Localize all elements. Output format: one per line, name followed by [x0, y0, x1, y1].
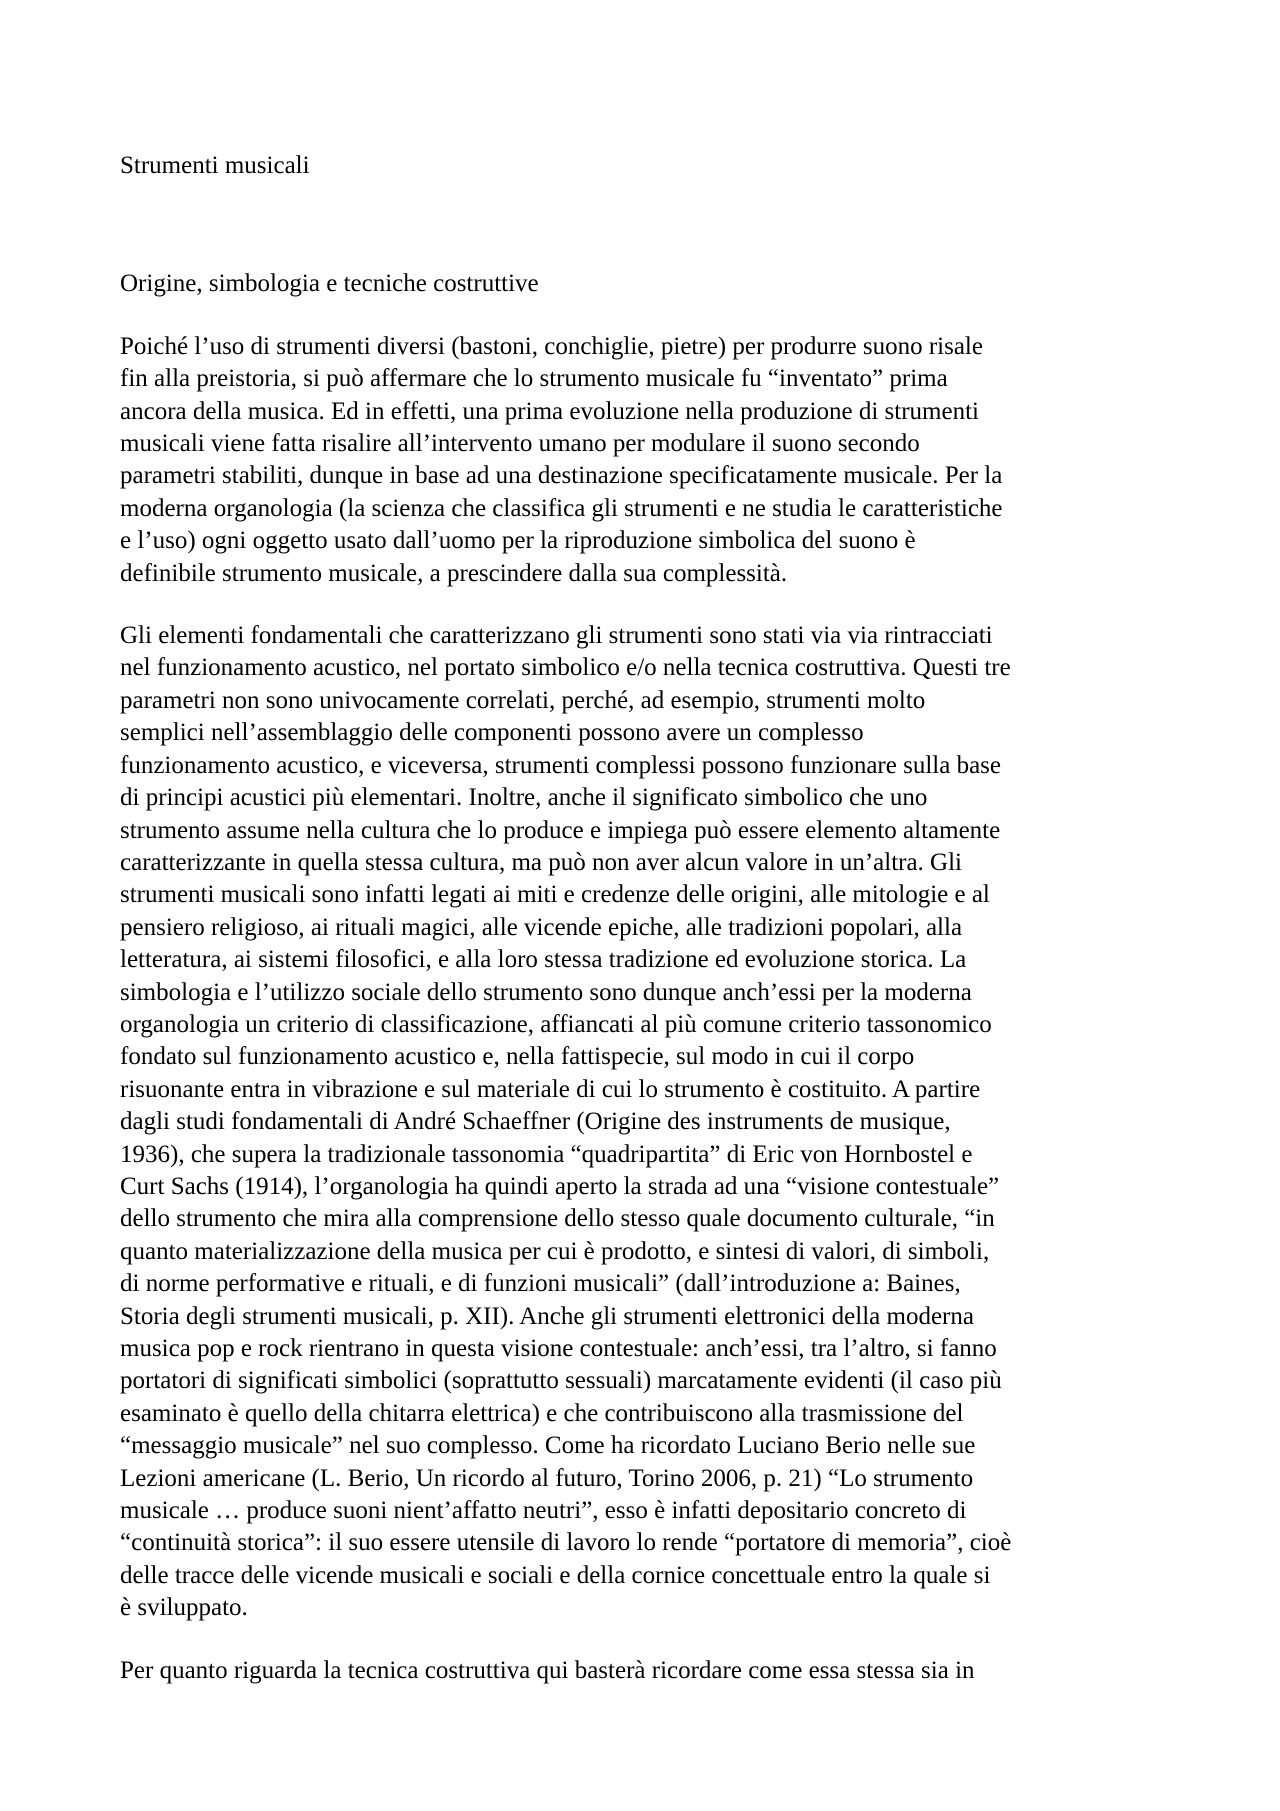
text-line: musica pop e rock rientrano in questa visione contestuale: anch’essi, tra l’altro, si fanno [120, 1335, 997, 1362]
text-line: definibile strumento musicale, a prescindere dalla sua complessità. [120, 559, 788, 587]
text-line: Curt Sachs (1914), l’organologia ha quindi aperto la strada ad una “visione contestuale” [120, 1172, 1000, 1200]
text-line: funzionamento acustico, e viceversa, strumenti complessi possono funzionare sulla base [120, 751, 1001, 779]
section-heading: Origine, simbologia e tecniche costruttive [120, 270, 539, 298]
text-line: parametri stabiliti, dunque in base ad una destinazione specificatamente musicale. Per la [120, 462, 1003, 490]
text-line: esaminato è quello della chitarra elettrica) e che contribuiscono alla trasmissione del [120, 1399, 964, 1427]
text-line: caratterizzante in quella stessa cultura, ma può non aver alcun valore in un’altra. Gli [120, 848, 963, 876]
paragraph [120, 1655, 1165, 1687]
paragraph [120, 620, 1165, 1625]
text-line: fin alla preistoria, si può affermare che lo strumento musicale fu “inventato” prima [120, 365, 948, 393]
text-line: “messaggio musicale” nel suo complesso. Come ha ricordato Luciano Berio nelle sue [120, 1432, 976, 1460]
text-line: pensiero religioso, ai rituali magici, alle vicende epiche, alle tradizioni popolari, alla [120, 913, 963, 941]
document-page [120, 150, 1165, 1687]
text-line: parametri non sono univocamente correlati, perché, ad esempio, strumenti molto [120, 686, 926, 714]
document-body [120, 331, 1165, 1687]
text-line: strumenti musicali sono infatti legati ai miti e credenze delle origini, alle mitologie e al [120, 881, 990, 909]
text-line: Gli elementi fondamentali che caratterizzano gli strumenti sono stati via via rintracciati [120, 622, 993, 650]
text-line: moderna organologia (la scienza che classifica gli strumenti e ne studia le caratteristiche [120, 494, 1003, 522]
text-line: quanto materializzazione della musica per cui è prodotto, e sintesi di valori, di simboli, [120, 1237, 990, 1265]
text-line: organologia un criterio di classificazione, affiancati al più comune criterio tassonomico [120, 1010, 992, 1038]
text-line: musicali viene fatta risalire all’intervento umano per modulare il suono secondo [120, 430, 920, 458]
text-line: Poiché l’uso di strumenti diversi (bastoni, conchiglie, pietre) per produrre suono risale [120, 332, 983, 360]
text-line: ancora della musica. Ed in effetti, una prima evoluzione nella produzione di strumenti [120, 397, 979, 425]
text-line: risuonante entra in vibrazione e sul materiale di cui lo strumento è costituito. A partire [120, 1075, 981, 1103]
text-line: dello strumento che mira alla comprensione dello stesso quale documento culturale, “in [120, 1205, 995, 1233]
text-line: è sviluppato. [120, 1594, 248, 1622]
text-line: “continuità storica”: il suo essere utensile di lavoro lo rende “portatore di memoria”, cioè [120, 1529, 1012, 1557]
text-line: Lezioni americane (L. Berio, Un ricordo al futuro, Torino 2006, p. 21) “Lo strumento [120, 1464, 974, 1492]
text-line: dagli studi fondamentali di André Schaeffner (Origine des instruments de musique, [120, 1108, 951, 1136]
text-line: di norme performative e rituali, e di funzioni musicali” (dall’introduzione a: Baines, [120, 1270, 961, 1298]
text-line: letteratura, ai sistemi filosofici, e alla loro stessa tradizione ed evoluzione storica. La [120, 946, 967, 974]
text-line: 1936), che supera la tradizionale tassonomia “quadripartita” di Eric von Hornbostel e [120, 1140, 973, 1168]
text-line: fondato sul funzionamento acustico e, nella fattispecie, sul modo in cui il corpo [120, 1043, 915, 1071]
text-line: simbologia e l’utilizzo sociale dello strumento sono dunque anch’essi per la moderna [120, 978, 972, 1006]
text-line: e l’uso) ogni oggetto usato dall’uomo per la riproduzione simbolica del suono è [120, 527, 916, 555]
text-line: delle tracce delle vicende musicali e sociali e della cornice concettuale entro la quale si [120, 1561, 991, 1589]
text-line: musicale … produce suoni nient’affatto neutri”, esso è infatti depositario concreto di [120, 1497, 967, 1525]
text-line: Storia degli strumenti musicali, p. XII). Anche gli strumenti elettronici della moderna [120, 1302, 974, 1330]
text-line: portatori di significati simbolici (soprattutto sessuali) marcatamente evidenti (il caso più [120, 1367, 1002, 1395]
text-line: semplici nell’assemblaggio delle componenti possono avere un complesso [120, 719, 864, 747]
text-line: Per quanto riguarda la tecnica costruttiva qui basterà ricordare come essa stessa sia in [120, 1656, 975, 1684]
text-line: di principi acustici più elementari. Inoltre, anche il significato simbolico che uno [120, 784, 928, 812]
paragraph [120, 331, 1165, 590]
text-line: nel funzionamento acustico, nel portato simbolico e/o nella tecnica costruttiva. Questi tre [120, 654, 1011, 682]
text-line: strumento assume nella cultura che lo produce e impiega può essere elemento altamente [120, 816, 1001, 844]
document-title: Strumenti musicali [120, 152, 310, 179]
